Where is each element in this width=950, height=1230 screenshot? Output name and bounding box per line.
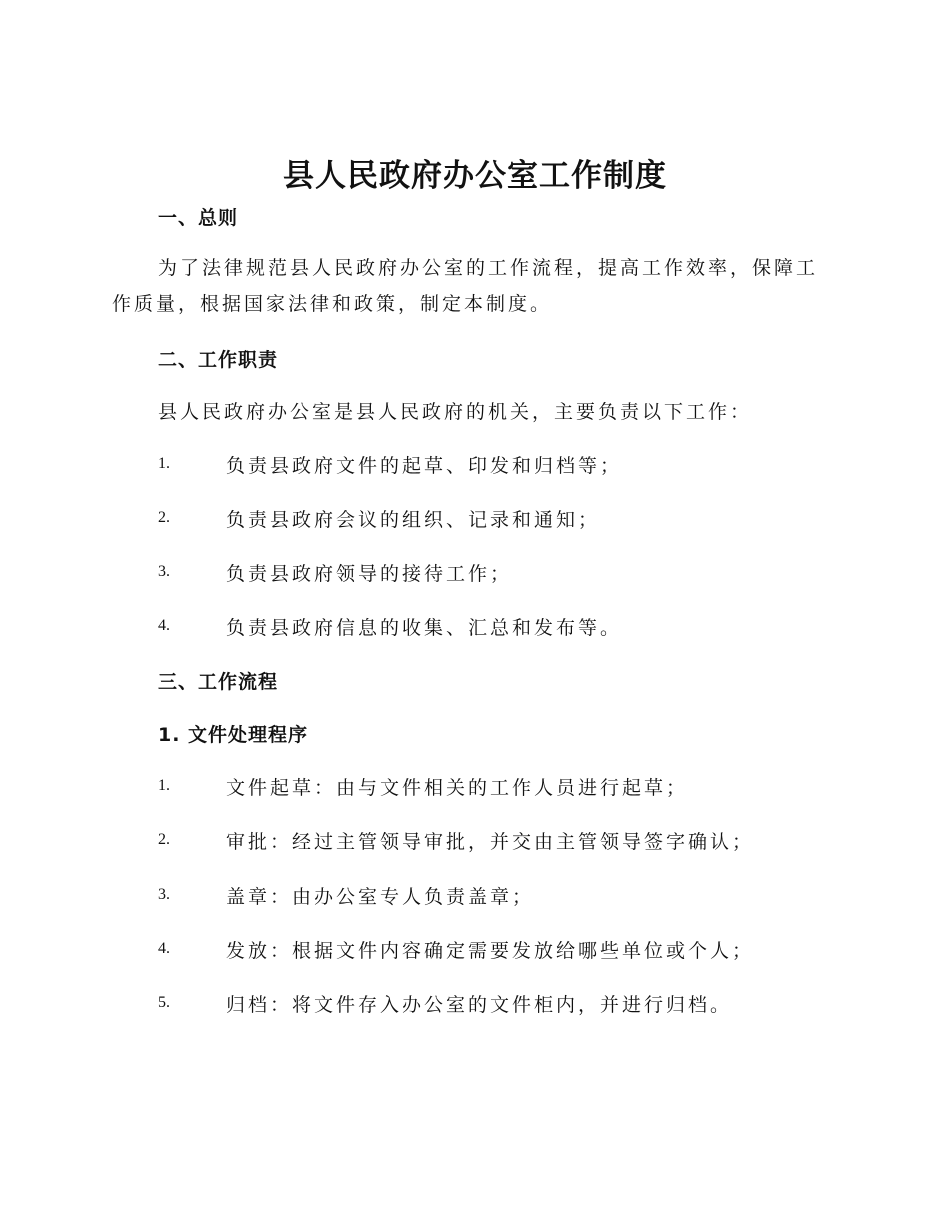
list-text: 负责县政府文件的起草、印发和归档等； — [226, 455, 623, 477]
list-number: 1. — [158, 455, 170, 472]
list-text: 文件起草：由与文件相关的工作人员进行起草； — [226, 777, 689, 799]
list-number: 3. — [158, 886, 170, 903]
document-title: 县人民政府办公室工作制度 — [283, 158, 667, 194]
list-text: 负责县政府领导的接待工作； — [226, 563, 513, 585]
section-intro-duties: 县人民政府办公室是县人民政府的机关，主要负责以下工作： — [158, 401, 753, 423]
list-number: 1. — [158, 777, 170, 794]
list-text: 审批：经过主管领导审批，并交由主管领导签字确认； — [226, 831, 755, 853]
list-number: 3. — [158, 563, 170, 580]
list-item — [158, 451, 858, 477]
list-item — [158, 505, 858, 531]
section-paragraph-general: 为了法律规范县人民政府办公室的工作流程，提高工作效率，保障工作质量，根据国家法律和政策，制定本制度。 — [112, 257, 819, 315]
section-heading-workflow: 三、工作流程 — [158, 671, 279, 693]
section-heading-duties: 二、工作职责 — [158, 349, 279, 371]
list-text: 发放：根据文件内容确定需要发放给哪些单位或个人； — [226, 940, 755, 962]
subsection-heading-document-processing: 1. 文件处理程序 — [158, 724, 309, 746]
list-item — [158, 827, 858, 853]
list-text: 负责县政府会议的组织、记录和通知； — [226, 509, 601, 531]
list-number: 4. — [158, 940, 170, 957]
list-number: 4. — [158, 617, 170, 634]
list-item — [158, 613, 858, 639]
section-heading-general: 一、总则 — [158, 207, 239, 229]
list-number: 2. — [158, 831, 170, 848]
list-text: 负责县政府信息的收集、汇总和发布等。 — [226, 617, 623, 639]
list-number: 2. — [158, 509, 170, 526]
list-item — [158, 936, 858, 962]
list-item — [158, 990, 858, 1016]
list-text: 归档：将文件存入办公室的文件柜内，并进行归档。 — [226, 994, 733, 1016]
list-text: 盖章：由办公室专人负责盖章； — [226, 886, 535, 908]
list-item — [158, 773, 858, 799]
list-item — [158, 559, 858, 585]
list-item — [158, 882, 858, 908]
list-number: 5. — [158, 994, 170, 1011]
